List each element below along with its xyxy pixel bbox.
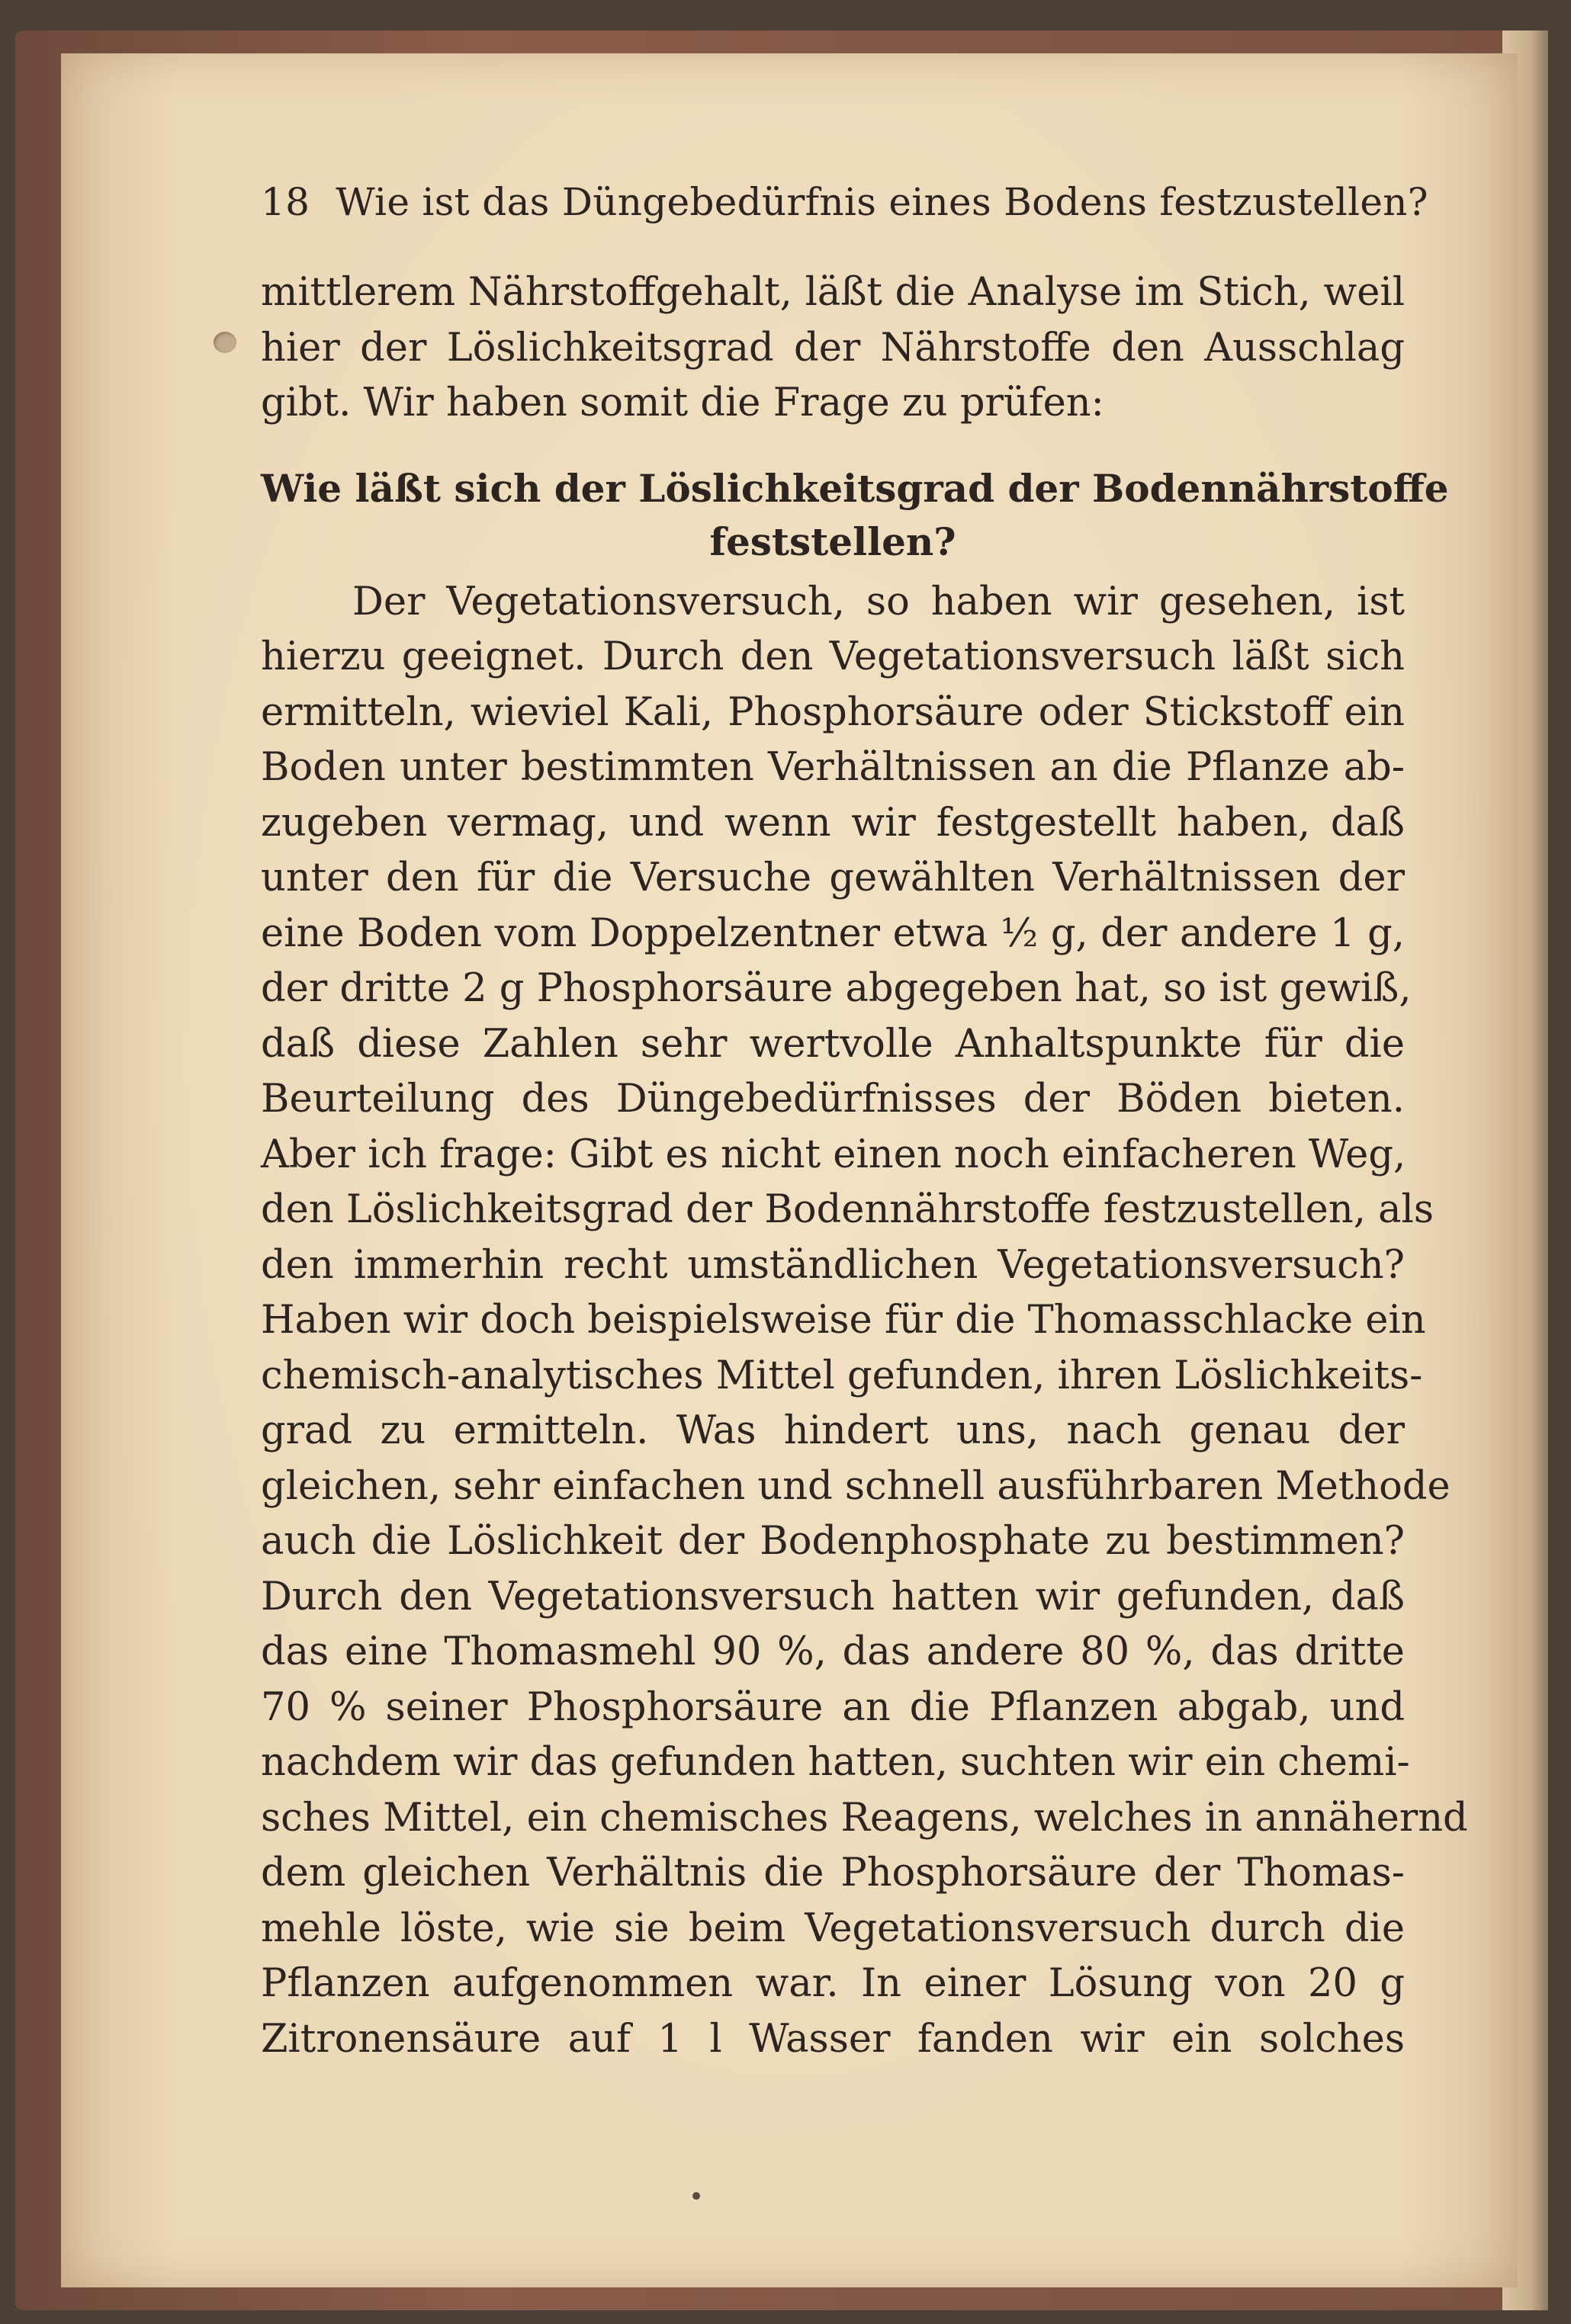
text-line: unter den für die Versuche gewählten Verhältnissen der <box>261 855 1405 900</box>
page-content <box>261 179 1468 2067</box>
text-line: chemisch-analytisches Mittel gefunden, ihren Löslichkeits- <box>261 1353 1423 1398</box>
text-line: Haben wir doch beispielsweise für die Thomasschlacke ein <box>261 1298 1426 1343</box>
heading-line-2: feststellen? <box>709 518 956 564</box>
body-paragraph <box>261 575 1468 2068</box>
text-line: auch die Löslichkeit der Bodenphosphate zu bestimmen? <box>261 1519 1405 1564</box>
book-page <box>61 53 1518 2287</box>
running-head <box>261 179 1428 225</box>
text-line: nachdem wir das gefunden hatten, suchten wir ein chemi- <box>261 1740 1410 1785</box>
page-number: 18 <box>261 180 310 224</box>
text-line: mehle löste, wie sie beim Vegetationsversuch durch die <box>261 1905 1405 1951</box>
text-line: den immerhin recht umständlichen Vegetationsversuch? <box>261 1242 1405 1288</box>
page-blemish <box>214 332 236 353</box>
text-line: sches Mittel, ein chemisches Reagens, welches in annähernd <box>261 1795 1468 1841</box>
text-line: Durch den Vegetationsversuch hatten wir gefunden, daß <box>261 1574 1405 1619</box>
text-line: Beurteilung des Düngebedürfnisses der Böden bieten. <box>261 1077 1405 1122</box>
running-title: Wie ist das Düngebedürfnis eines Bodens festzustellen? <box>336 180 1428 224</box>
text-line: hierzu geeignet. Durch den Vegetationsversuch läßt sich <box>261 634 1405 679</box>
text-line: 70 % seiner Phosphorsäure an die Pflanzen abgab, und <box>261 1684 1405 1730</box>
text-line: das eine Thomasmehl 90 %, das andere 80 %, das dritte <box>261 1629 1405 1674</box>
text-line: Boden unter bestimmten Verhältnissen an die Pflanze ab- <box>261 745 1405 790</box>
text-line: grad zu ermitteln. Was hindert uns, nach genau der <box>261 1408 1405 1453</box>
text-line: Zitronensäure auf 1 l Wasser fanden wir ein solches <box>261 2016 1405 2062</box>
text-line: zugeben vermag, und wenn wir festgestellt haben, daß <box>261 800 1405 846</box>
text-line: dem gleichen Verhältnis die Phosphorsäure der Thomas- <box>261 1851 1405 1895</box>
text-line: Pflanzen aufgenommen war. In einer Lösung von 20 g <box>261 1961 1405 2006</box>
heading-line-1: Wie läßt sich der Löslichkeitsgrad der Bodennährstoffe <box>261 465 1449 511</box>
section-heading <box>261 462 1449 569</box>
text-line: Der Vegetationsversuch, so haben wir gesehen, ist <box>352 579 1405 624</box>
text-line: hier der Löslichkeitsgrad der Nährstoffe den Ausschlag <box>261 325 1405 371</box>
text-line: ermitteln, wieviel Kali, Phosphorsäure oder Stickstoff ein <box>261 689 1405 735</box>
intro-paragraph <box>261 265 1405 432</box>
text-line: daß diese Zahlen sehr wertvolle Anhaltspunkte für die <box>261 1021 1405 1067</box>
text-line: gleichen, sehr einfachen und schnell ausführbaren Methode <box>261 1463 1451 1509</box>
text-line: den Löslichkeitsgrad der Bodennährstoffe festzustellen, als <box>261 1187 1434 1232</box>
text-line: gibt. Wir haben somit die Frage zu prüfen: <box>261 380 1104 425</box>
text-line: eine Boden vom Doppelzentner etwa ½ g, der andere 1 g, <box>261 910 1405 956</box>
text-line: der dritte 2 g Phosphorsäure abgegeben hat, so ist gewiß, <box>261 966 1412 1011</box>
page-speck <box>692 2192 700 2200</box>
text-line: Aber ich frage: Gibt es nicht einen noch einfacheren Weg, <box>261 1132 1406 1177</box>
text-line: mittlerem Nährstoffgehalt, läßt die Analyse im Stich, weil <box>261 270 1405 315</box>
